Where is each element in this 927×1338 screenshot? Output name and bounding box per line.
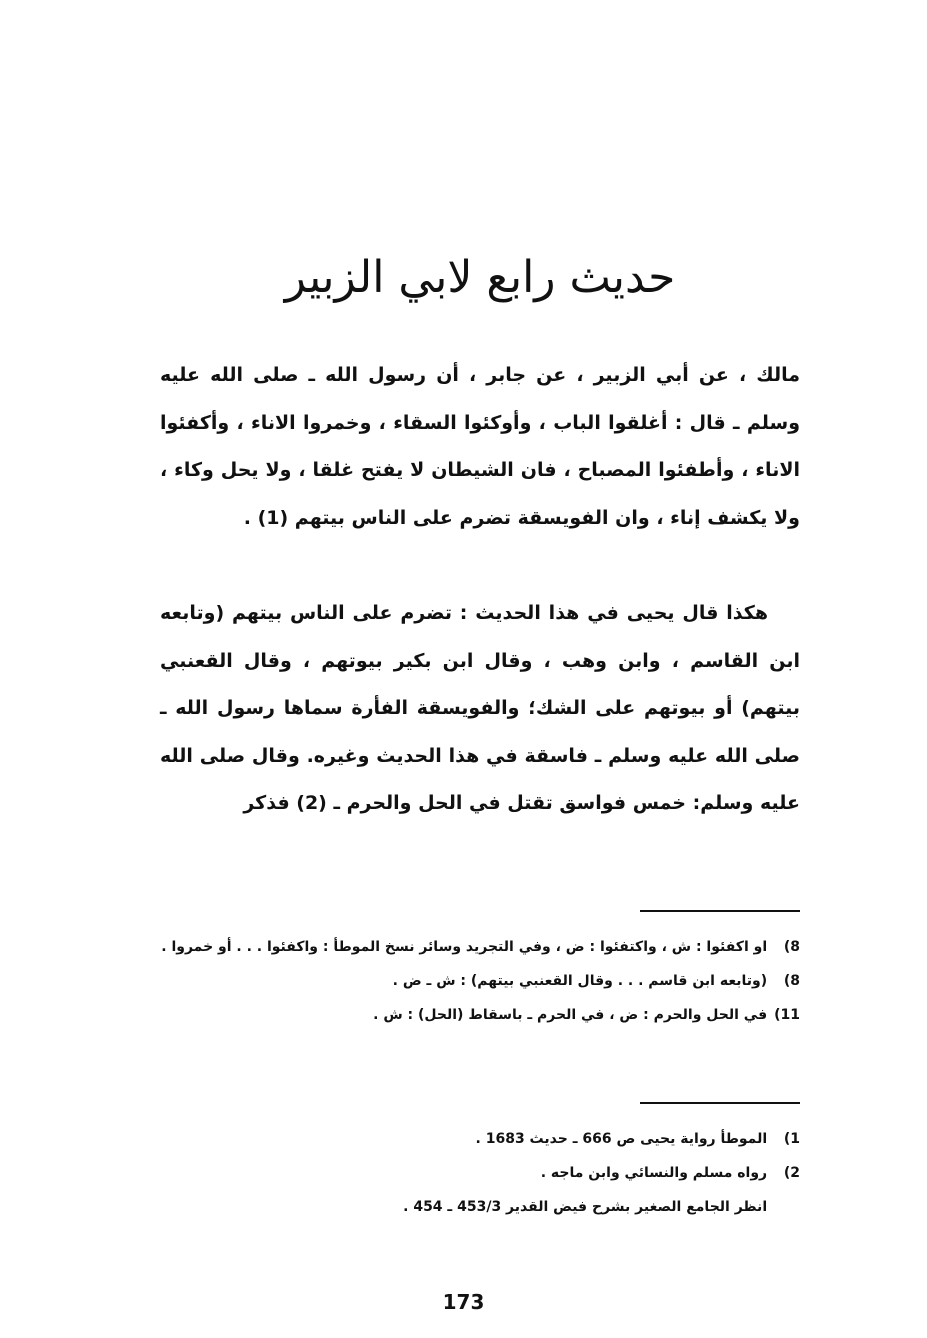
- note-number: 8): [783, 939, 800, 955]
- note-text: او اكفئوا : ش ، واكتفئوا : ض ، وفي التجريد وسائر نسخ الموطأ : واكفئوا . . . أو خمروا .: [161, 939, 768, 955]
- note-number: 2): [783, 1165, 800, 1181]
- note-text: رواه مسلم والنسائي وابن ماجه .: [540, 1165, 768, 1181]
- source-note: [160, 1122, 800, 1156]
- note-text: في الحل والحرم : ض ، في الحرم ـ باسقاط (الحل) : ش .: [373, 1007, 768, 1023]
- variant-notes-list: [160, 930, 800, 1032]
- note-number: 11): [774, 1007, 800, 1023]
- page-number: 173: [442, 1290, 485, 1314]
- source-note: [160, 1190, 800, 1224]
- variant-note: [160, 964, 800, 998]
- source-note: [160, 1156, 800, 1190]
- page-title: حديث رابع لابي الزبير: [284, 252, 676, 303]
- note-number: 1): [783, 1131, 800, 1147]
- commentary-paragraph: هكذا قال يحيى في هذا الحديث : تضرم على الناس بيتهم (وتابعه ابن القاسم ، وابن وهب ، وقال ابن بكير بيوتهم ، وقال القعنبي بيتهم) أو بيوتهم على الشك؛ والفويسقة الفأرة سماها رسول الله ـ صلى الله عليه وسلم ـ فاسقة في هذا الحديث وغيره. وقال صلى الله عليه وسلم: خمس فواسق تقتل في الحل والحرم ـ (2) فذكر: [160, 602, 800, 814]
- note-text: الموطأ رواية يحيى ص 666 ـ حديث 1683 .: [475, 1131, 768, 1147]
- variant-note: [160, 998, 800, 1032]
- footnote-divider: [640, 1102, 800, 1104]
- source-notes-list: [160, 1122, 800, 1224]
- hadith-paragraph: مالك ، عن أبي الزبير ، عن جابر ، أن رسول الله ـ صلى الله عليه وسلم ـ قال : أغلقوا الباب ، وأوكئوا السقاء ، وخمروا الاناء ، وأكفئوا الاناء ، وأطفئوا المصباح ، فان الشيطان لا يفتح غلقا ، ولا يحل وكاء ، ولا يكشف إناء ، وان الفويسقة تضرم على الناس بيتهم (1) .: [160, 364, 800, 529]
- note-text: (وتابعه ابن قاسم . . . وقال القعنبي بيتهم) : ش ـ ض .: [392, 973, 768, 989]
- note-text: انظر الجامع الصغير بشرح فيض القدير 453/3 ـ 454 .: [403, 1199, 768, 1215]
- note-number: 8): [783, 973, 800, 989]
- footnote-divider: [640, 910, 800, 912]
- variant-note: [160, 930, 800, 964]
